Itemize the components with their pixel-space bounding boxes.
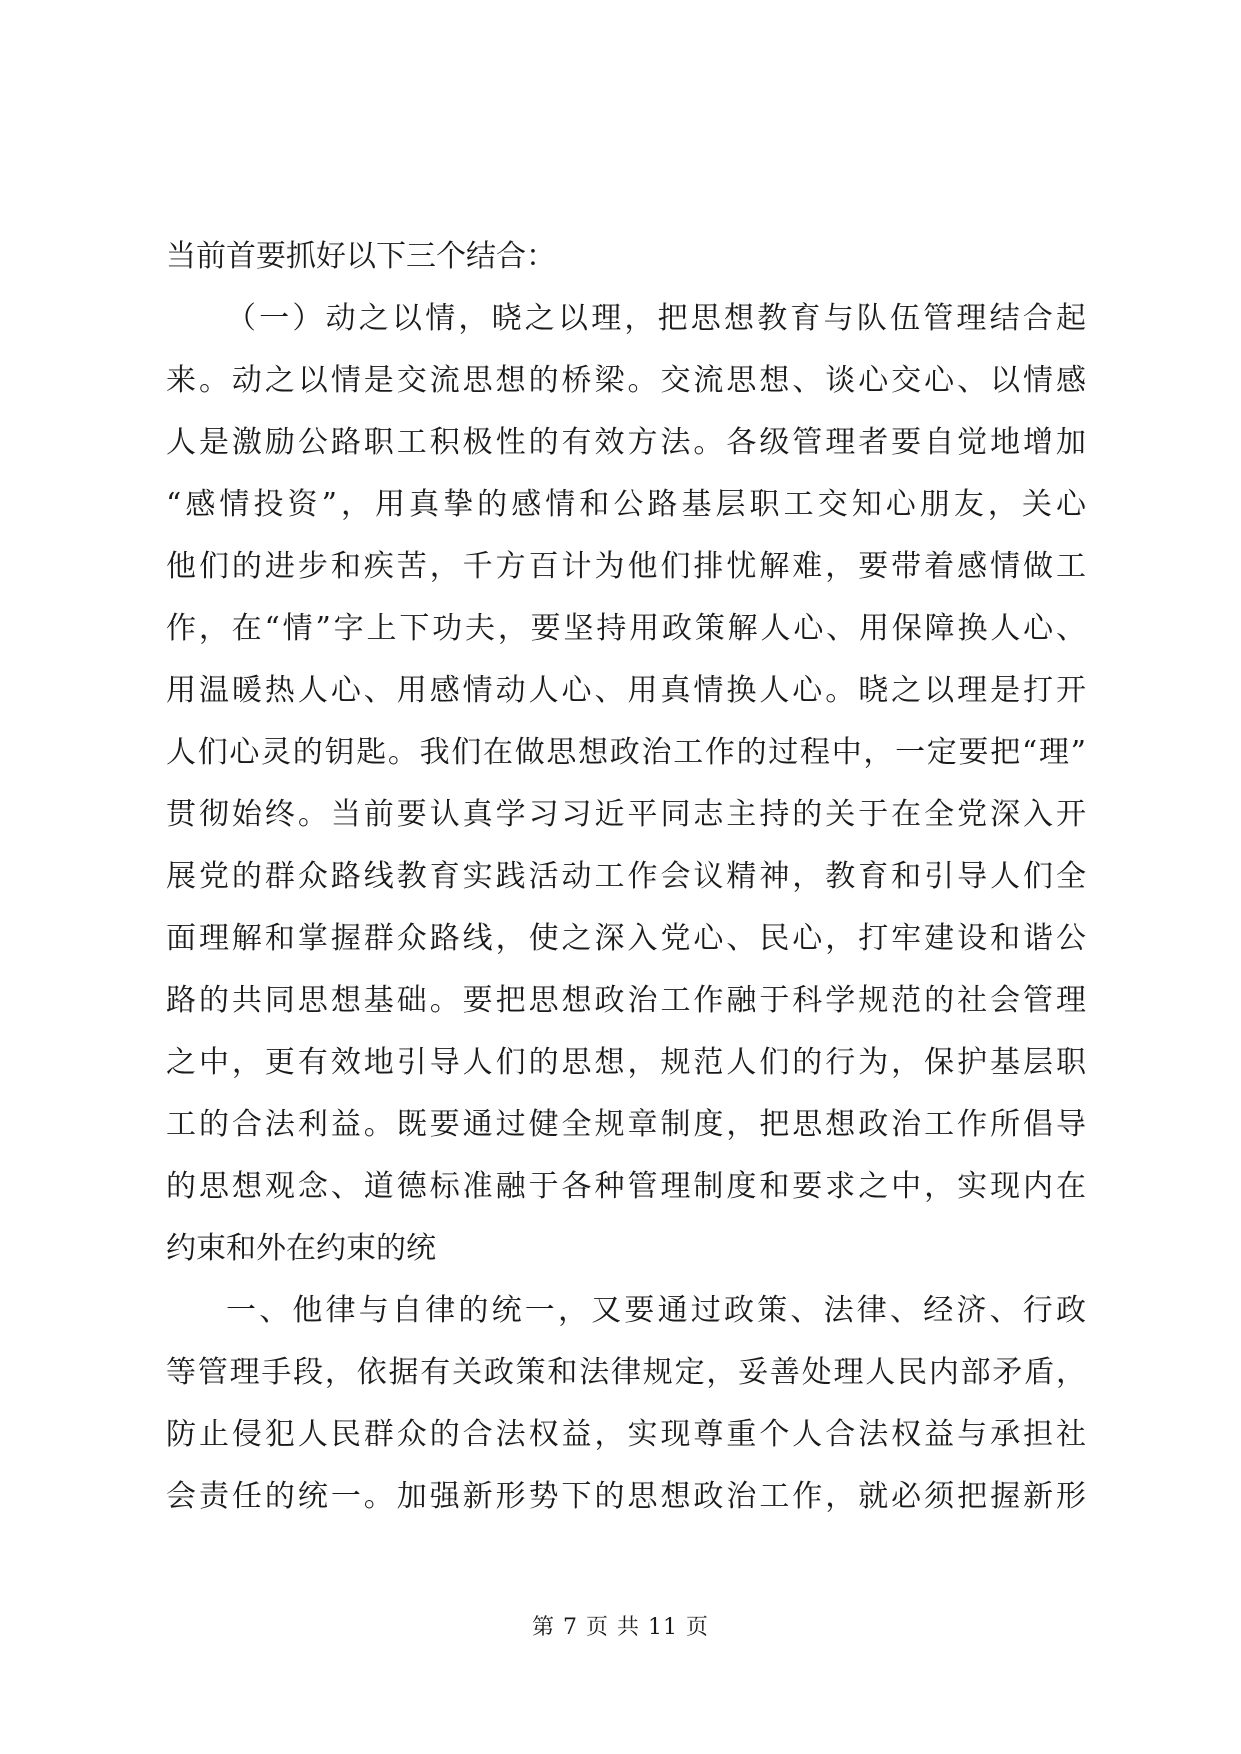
- text-line: 用温暖热人心、用感情动人心、用真情换人心。晓之以理是打开: [166, 673, 1086, 708]
- text-line: 防止侵犯人民群众的合法权益，实现尊重个人合法权益与承担社: [166, 1417, 1086, 1452]
- text-line: 当前首要抓好以下三个结合：: [166, 239, 556, 274]
- text-line: 约束和外在约束的统: [166, 1231, 436, 1266]
- text-line: 人是激励公路职工积极性的有效方法。各级管理者要自觉地增加: [166, 425, 1086, 460]
- text-line: 人们心灵的钥匙。我们在做思想政治工作的过程中，一定要把“理”: [166, 735, 1086, 770]
- text-line: 来。动之以情是交流思想的桥梁。交流思想、谈心交心、以情感: [166, 363, 1086, 398]
- page-number-footer: 第 7 页 共 11 页: [532, 1615, 709, 1640]
- text-line: “感情投资”，用真挚的感情和公路基层职工交知心朋友，关心: [166, 487, 1086, 522]
- text-line: 会责任的统一。加强新形势下的思想政治工作，就必须把握新形: [166, 1479, 1086, 1514]
- text-line: 一、他律与自律的统一，又要通过政策、法律、经济、行政: [226, 1293, 1086, 1328]
- text-line: 路的共同思想基础。要把思想政治工作融于科学规范的社会管理: [166, 983, 1086, 1018]
- text-line: 贯彻始终。当前要认真学习习近平同志主持的关于在全党深入开: [166, 797, 1086, 832]
- text-line: 等管理手段，依据有关政策和法律规定，妥善处理人民内部矛盾，: [166, 1355, 1086, 1390]
- text-line: 之中，更有效地引导人们的思想，规范人们的行为，保护基层职: [166, 1045, 1086, 1080]
- document-body: [166, 226, 1086, 1528]
- text-line: 面理解和掌握群众路线，使之深入党心、民心，打牢建设和谐公: [166, 921, 1086, 956]
- text-line: 作，在“情”字上下功夫，要坚持用政策解人心、用保障换人心、: [166, 611, 1086, 646]
- text-line: 工的合法利益。既要通过健全规章制度，把思想政治工作所倡导: [166, 1107, 1086, 1142]
- text-line: （一）动之以情，晓之以理，把思想教育与队伍管理结合起: [226, 301, 1086, 336]
- text-line: 他们的进步和疾苦，千方百计为他们排忧解难，要带着感情做工: [166, 549, 1086, 584]
- text-line: 展党的群众路线教育实践活动工作会议精神，教育和引导人们全: [166, 859, 1086, 894]
- text-line: 的思想观念、道德标准融于各种管理制度和要求之中，实现内在: [166, 1169, 1086, 1204]
